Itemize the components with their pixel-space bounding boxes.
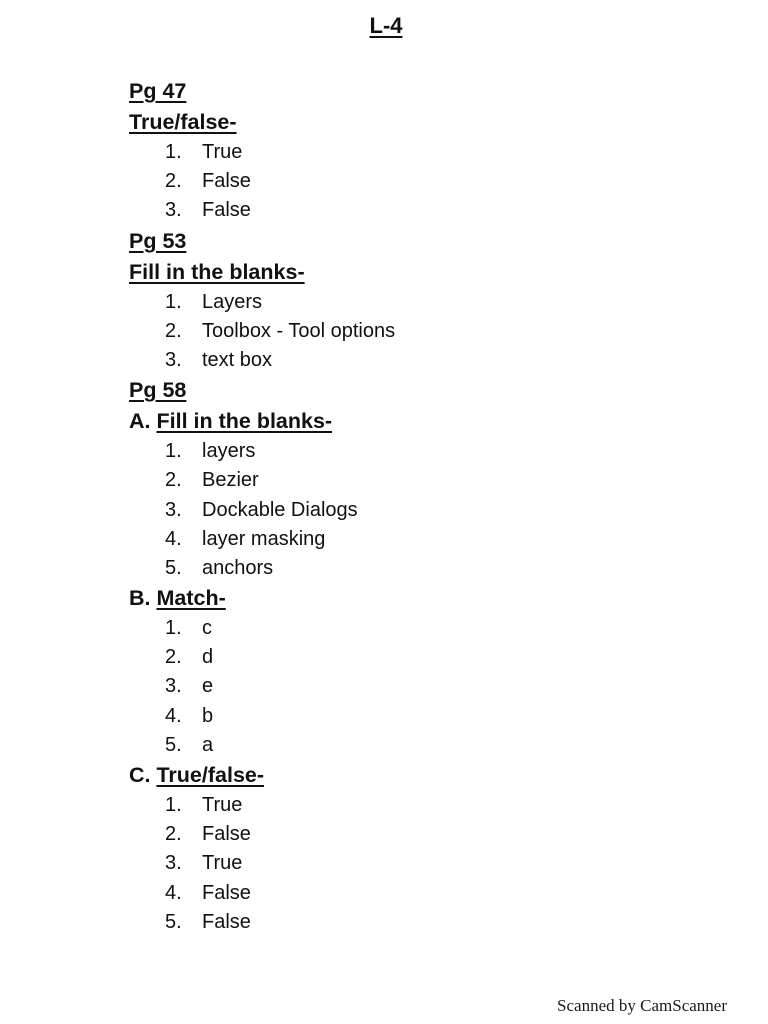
answer-item <box>129 879 729 908</box>
answer-item <box>129 138 729 167</box>
answer-number: 1. <box>165 141 182 163</box>
answer-item <box>129 466 729 495</box>
exercise-heading <box>129 107 729 138</box>
answer-item <box>129 496 729 525</box>
answer-item <box>129 196 729 225</box>
answer-number: 3. <box>165 675 182 698</box>
answer-number: 3. <box>165 199 182 222</box>
answer-text: Layers <box>202 290 263 313</box>
exercise-heading <box>129 760 729 791</box>
answer-list <box>129 791 729 937</box>
answer-item <box>129 317 729 346</box>
answer-number: 1. <box>165 290 182 313</box>
answer-item <box>129 614 729 643</box>
answer-content <box>129 76 729 937</box>
answer-number: 3. <box>165 498 182 521</box>
answer-item <box>129 849 729 878</box>
answer-text: layer masking <box>202 527 326 550</box>
exercise-label: Match- <box>156 586 226 611</box>
answer-item <box>129 672 729 701</box>
answer-text: Bezier <box>202 469 259 492</box>
answer-text: False <box>202 170 251 193</box>
answer-number: 3. <box>165 852 182 875</box>
answer-text: False <box>202 910 251 933</box>
answer-item <box>129 791 729 820</box>
answer-number: 5. <box>165 733 182 756</box>
page-reference-heading: Pg 58 <box>129 378 187 403</box>
answer-text: False <box>202 199 251 222</box>
answer-list <box>129 614 729 760</box>
answer-number: 4. <box>165 704 182 727</box>
answer-text: True <box>202 794 243 816</box>
answer-number: 1. <box>165 617 182 640</box>
page-title: L-4 <box>369 13 403 38</box>
answer-item <box>129 437 729 466</box>
answer-list <box>129 288 729 376</box>
exercise-label: Fill in the blanks- <box>156 409 333 434</box>
answer-text: layers <box>202 440 256 463</box>
answer-text: a <box>202 733 214 756</box>
answer-number: 3. <box>165 348 182 371</box>
answer-number: 1. <box>165 440 182 463</box>
answer-item <box>129 346 729 375</box>
answer-list <box>129 437 729 583</box>
answer-text: c <box>202 617 212 640</box>
answer-text: False <box>202 823 251 846</box>
answer-text: Dockable Dialogs <box>202 498 358 521</box>
answer-item <box>129 731 729 760</box>
exercise-label: Fill in the blanks- <box>129 259 305 284</box>
answer-text: anchors <box>202 556 274 579</box>
answer-item <box>129 288 729 317</box>
page-reference-heading: Pg 53 <box>129 228 187 253</box>
exercise-heading <box>129 583 729 614</box>
page-reference-heading: Pg 47 <box>129 79 187 103</box>
answer-text: True <box>202 141 243 163</box>
answer-text: e <box>202 675 214 698</box>
answer-item <box>129 702 729 731</box>
answer-number: 2. <box>165 170 182 193</box>
answer-text: b <box>202 704 214 727</box>
exercise-label: True/false- <box>129 110 237 134</box>
answer-number: 4. <box>165 527 182 550</box>
answer-number: 2. <box>165 646 182 669</box>
answer-text: Toolbox - Tool options <box>202 319 396 342</box>
answer-text: text box <box>202 348 273 371</box>
answer-item <box>129 167 729 196</box>
scanner-watermark: Scanned by CamScanner <box>557 996 727 1015</box>
answer-number: 2. <box>165 469 182 492</box>
exercise-heading <box>129 406 729 437</box>
answer-number: 2. <box>165 319 182 342</box>
answer-text: False <box>202 881 251 904</box>
exercise-letter: C. <box>129 763 151 787</box>
answer-number: 5. <box>165 556 182 579</box>
answer-item <box>129 908 729 937</box>
exercise-letter: A. <box>129 409 151 434</box>
answer-text: True <box>202 852 243 875</box>
answer-number: 4. <box>165 881 182 904</box>
answer-item <box>129 554 729 583</box>
answer-item <box>129 525 729 554</box>
answer-number: 5. <box>165 910 182 933</box>
answer-number: 2. <box>165 823 182 846</box>
exercise-letter: B. <box>129 586 151 611</box>
answer-item <box>129 820 729 849</box>
exercise-heading <box>129 257 729 288</box>
answer-number: 1. <box>165 794 182 816</box>
exercise-label: True/false- <box>156 763 265 787</box>
answer-text: d <box>202 646 214 669</box>
answer-list <box>129 138 729 226</box>
answer-item <box>129 643 729 672</box>
